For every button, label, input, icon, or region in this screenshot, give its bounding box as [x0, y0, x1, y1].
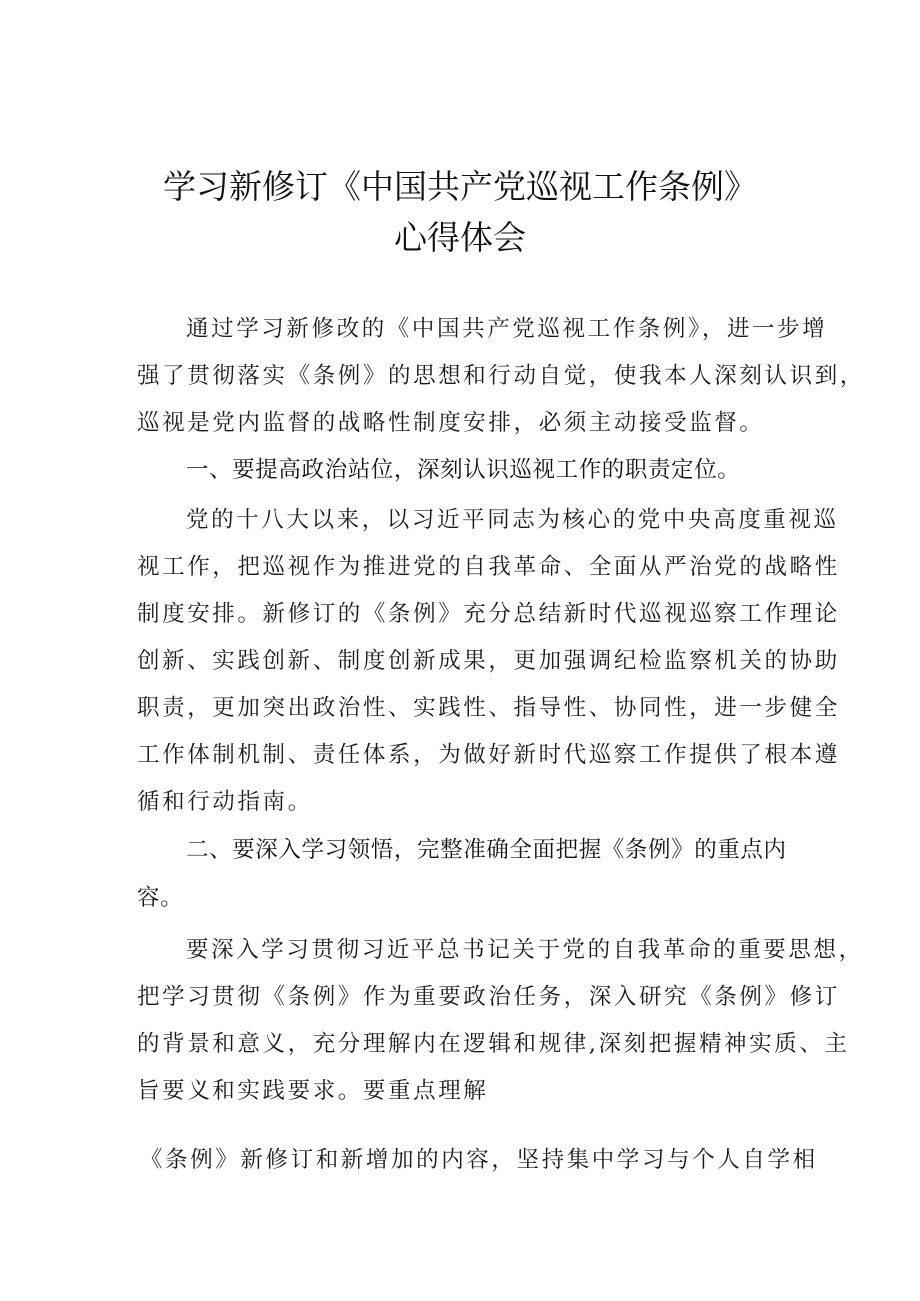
- paragraph-2-line-3: 制度安排。新修订的《条例》充分总结新时代巡视巡察工作理论: [137, 601, 840, 627]
- paragraph-3-line-3: 的背景和意义，充分理解内在逻辑和规律,深刻把握精神实质、主: [137, 1031, 850, 1057]
- paragraph-3-line-1: 要深入学习贯彻习近平总书记关于党的自我革命的重要思想，: [186, 937, 864, 963]
- paragraph-2-line-4: 创新、实践创新、制度创新成果，更加强调纪检监察机关的协助: [137, 648, 840, 674]
- section-heading-2-line-1: 二、要深入学习领悟，完整准确全面把握《条例》的重点内: [186, 837, 787, 863]
- paragraph-2-line-5: 职责，更加突出政治性、实践性、指导性、协同性，进一步健全: [137, 695, 840, 721]
- paragraph-4-line-1: 《条例》新修订和新增加的内容，坚持集中学习与个人自学相: [140, 1147, 818, 1173]
- paragraph-1-line-3: 巡视是党内监督的战略性制度安排，必须主动接受监督。: [137, 410, 765, 436]
- paragraph-2-line-1: 党的十八大以来，以习近平同志为核心的党中央高度重视巡: [186, 507, 839, 533]
- document-title-line-2: 心得体会: [394, 218, 526, 257]
- paragraph-3-line-2: 把学习贯彻《条例》作为重要政治任务，深入研究《条例》修订: [137, 984, 840, 1010]
- section-heading-2-line-2: 容。: [137, 885, 184, 911]
- section-heading-1: 一、要提高政治站位，深刻认识巡视工作的职责定位。: [186, 457, 741, 483]
- paragraph-2-line-6: 工作体制机制、责任体系，为做好新时代巡察工作提供了根本遵: [137, 742, 840, 768]
- paragraph-2-line-2: 视工作，把巡视作为推进党的自我革命、全面从严治党的战略性: [137, 554, 840, 580]
- paragraph-2-line-7: 循和行动指南。: [137, 789, 313, 815]
- paragraph-1-line-1: 通过学习新修改的《中国共产党巡视工作条例》，进一步增: [186, 316, 828, 342]
- paragraph-1-line-2: 强了贯彻落实《条例》的思想和行动自觉，使我本人深刻认识到，: [137, 363, 865, 389]
- paragraph-3-line-4: 旨要义和实践要求。要重点理解: [137, 1078, 489, 1104]
- document-title-line-1: 学习新修订《中国共产党巡视工作条例》: [163, 167, 757, 206]
